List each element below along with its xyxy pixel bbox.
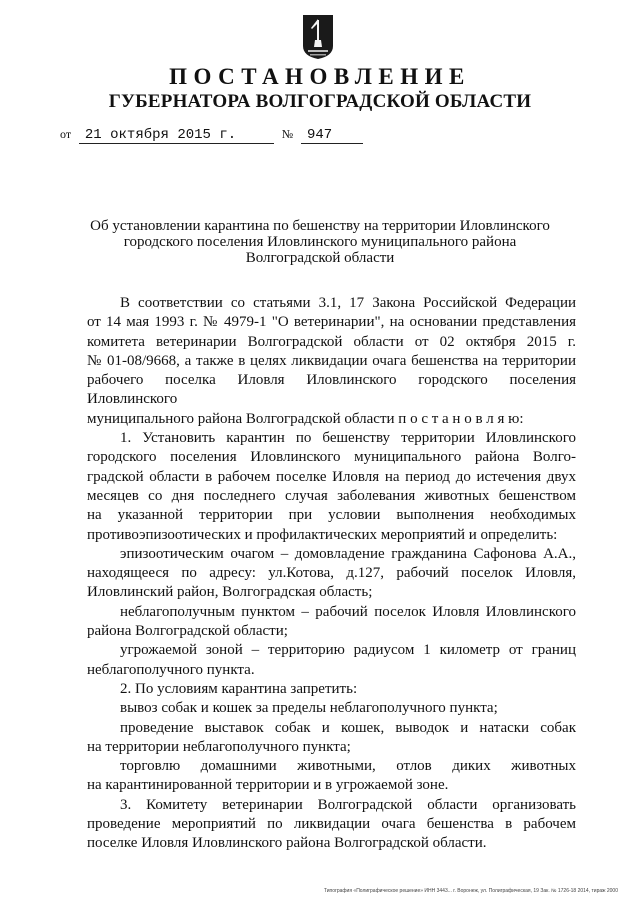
- body-line: находящееся по адресу: ул.Котова, д.127, рабочий поселок Иловля,: [87, 565, 576, 582]
- issuer-subtitle: ГУБЕРНАТОРА ВОЛГОГРАДСКОЙ ОБЛАСТИ: [108, 91, 532, 112]
- body-line: неблагополучного пункта.: [87, 661, 255, 678]
- subject-line: городского поселения Иловлинского муниципального района: [123, 234, 517, 250]
- document-subject: [60, 218, 580, 266]
- printer-imprint: Типография «Полиграфическое решение» ИНН 3443... г. Воронеж, ул. Полиграфическая, 19 Зак. № 1726-18 2014, тираж 2000: [323, 888, 618, 894]
- document-date: 21 октября 2015 г.: [79, 127, 274, 144]
- body-line: рабочего поселка Иловля Иловлинского городского поселения Иловлинского: [87, 372, 576, 408]
- body-line: 3. Комитету ветеринарии Волгоградской области организовать: [120, 796, 576, 813]
- body-line: градской области в рабочем поселке Иловля на период до истечения двух: [87, 468, 576, 485]
- subject-line: Волгоградской области: [245, 250, 395, 266]
- body-line: на указанной территории при условии выполнения необходимых: [87, 507, 576, 524]
- body-line: Иловлинский район, Волгоградская область;: [87, 584, 373, 601]
- body-line: № 01-08/9668, а также в целях ликвидации очага бешенства на территории: [87, 352, 576, 369]
- body-line: проведение мероприятий по ликвидации очага бешенства в рабочем: [87, 816, 576, 833]
- body-line: 1. Установить карантин по бешенству территории Иловлинского: [120, 430, 576, 447]
- body-line: на карантинированной территории и в угрожаемой зоне.: [87, 777, 449, 794]
- body-line: проведение выставок собак и кошек, выводок и натаски собак: [120, 719, 576, 736]
- document-number: 947: [301, 127, 363, 144]
- subject-line: Об установлении карантина по бешенству на территории Иловлинского: [90, 218, 550, 234]
- body-line: муниципального района Волгоградской области п о с т а н о в л я ю:: [87, 410, 524, 427]
- document-type-title: ПОСТАНОВЛЕНИЕ: [169, 64, 471, 89]
- body-line: месяцев со дня последнего случая заболевания животных бешенством: [87, 487, 576, 504]
- body-line: В соответствии со статьями 3.1, 17 Закона Российской Федерации: [120, 295, 576, 311]
- body-line: 2. По условиям карантина запретить:: [120, 680, 358, 697]
- coat-of-arms-icon: [302, 14, 334, 60]
- number-label: №: [281, 127, 294, 141]
- body-line: района Волгоградской области;: [87, 623, 288, 640]
- body-line: противоэпизоотических и профилактических мероприятий и определить:: [87, 526, 558, 543]
- body-line: городского поселения Иловлинского муниципального района Волго-: [87, 449, 576, 466]
- body-line: торговлю домашними животными, отлов диких животных: [120, 758, 576, 775]
- from-label: от: [60, 127, 72, 141]
- body-line: от 14 мая 1993 г. № 4979-1 "О ветеринарии", на основании представления: [87, 314, 576, 331]
- body-line: комитета ветеринарии Волгоградской области от 02 октября 2015 г.: [87, 333, 576, 350]
- body-line: поселке Иловля Иловлинского района Волгоградской области.: [87, 835, 487, 852]
- body-line: неблагополучным пунктом – рабочий поселок Иловля Иловлинского: [120, 603, 576, 620]
- body-line: вывоз собак и кошек за пределы неблагополучного пункта;: [120, 700, 498, 717]
- body-line: эпизоотическим очагом – домовладение гражданина Сафонова А.А.,: [120, 545, 576, 562]
- date-number-line: [60, 127, 363, 144]
- document-body: [87, 294, 576, 854]
- body-line: на территории неблагополучного пункта;: [87, 738, 351, 755]
- body-line: угрожаемой зоной – территорию радиусом 1 километр от границ: [120, 642, 576, 659]
